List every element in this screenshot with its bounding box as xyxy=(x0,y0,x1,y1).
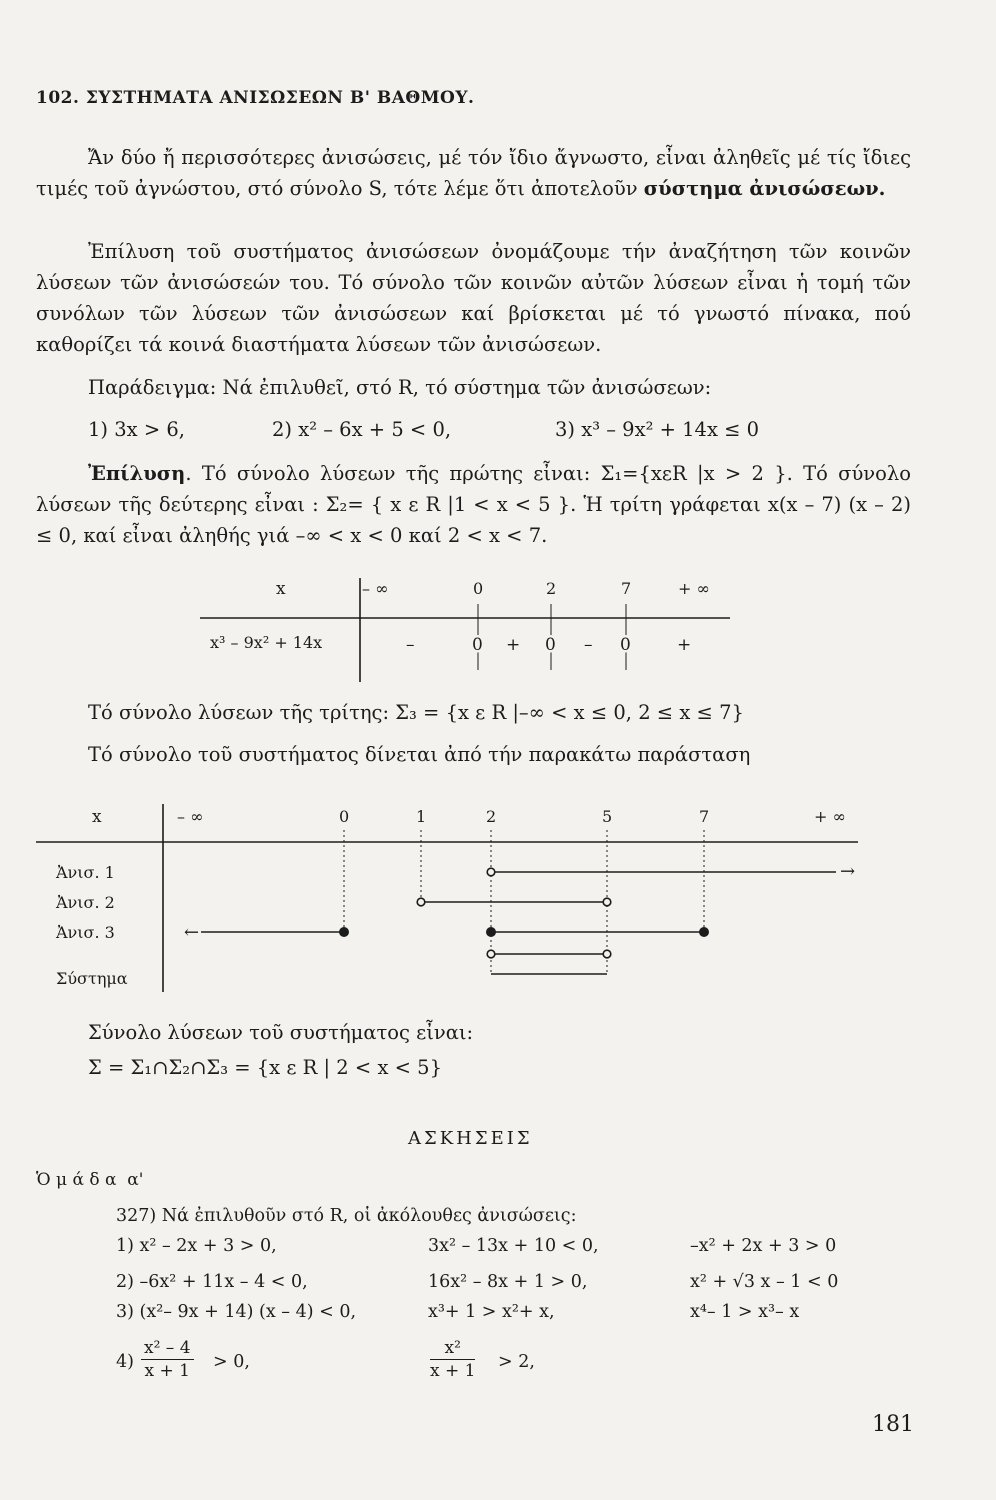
fraction-1 xyxy=(141,1338,194,1381)
inequality-2: 2) x² – 6x + 5 < 0, xyxy=(272,418,452,441)
exercise-item: x³+ 1 > x²+ x, xyxy=(428,1302,555,1322)
sign-table-x-label: x xyxy=(276,579,286,599)
solution-paragraph xyxy=(36,458,911,551)
fraction-2-rest: > 2, xyxy=(498,1352,535,1372)
result-label: Σύνολο λύσεων τοῦ συστήματος εἶναι: xyxy=(88,1021,474,1044)
section-title: 102. ΣΥΣΤΗΜΑΤΑ ΑΝΙΣΩΣΕΩΝ Β' ΒΑΘΜΟΥ. xyxy=(36,88,475,108)
fraction-2-numerator: x² xyxy=(430,1338,475,1360)
system-point: 0 xyxy=(339,807,350,826)
intro-paragraph-2 xyxy=(36,236,911,360)
sign-value: 0 xyxy=(620,635,631,655)
sign-value: + xyxy=(677,635,692,655)
inequality-1: 1) 3x > 6, xyxy=(88,418,185,441)
sign-point: 2 xyxy=(546,579,557,598)
open-dot xyxy=(417,898,425,906)
arrow-left-icon: ← xyxy=(184,922,200,943)
system-point: + ∞ xyxy=(814,807,846,826)
intro-paragraph-1 xyxy=(36,142,911,204)
open-dot xyxy=(487,950,495,958)
system-x-label: x xyxy=(92,807,102,827)
closed-dot xyxy=(486,927,496,937)
exercises-heading: ΑΣΚΗΣΕΙΣ xyxy=(408,1128,533,1149)
sign-point: 0 xyxy=(473,579,484,598)
fraction-1-denominator: x + 1 xyxy=(144,1361,190,1381)
sign-table xyxy=(190,570,750,690)
exercise-item: 1) x² – 2x + 3 > 0, xyxy=(116,1236,277,1256)
system-point: 2 xyxy=(486,807,497,826)
sign-point: – ∞ xyxy=(362,579,389,598)
exercise-item: –x² + 2x + 3 > 0 xyxy=(690,1236,837,1256)
system-point: 1 xyxy=(416,807,427,826)
arrow-right-icon: → xyxy=(840,861,856,882)
exercise-item-4-label: 4) xyxy=(116,1352,134,1372)
fraction-2-denominator: x + 1 xyxy=(430,1361,476,1381)
closed-dot xyxy=(699,927,709,937)
sign-point: 7 xyxy=(621,579,632,598)
exercise-item: 2) –6x² + 11x – 4 < 0, xyxy=(116,1272,308,1292)
open-dot xyxy=(487,868,495,876)
system-point: – ∞ xyxy=(177,807,204,826)
row-label-system: Σύστημα xyxy=(56,969,128,988)
sign-table-poly-label: x³ – 9x² + 14x xyxy=(210,633,323,652)
solution-label: Ἐπίλυση xyxy=(88,462,186,485)
fraction-2 xyxy=(430,1338,475,1381)
inequality-3: 3) x³ – 9x² + 14x ≤ 0 xyxy=(555,418,760,441)
closed-dot xyxy=(339,927,349,937)
exercise-item: 16x² – 8x + 1 > 0, xyxy=(428,1272,588,1292)
intro-text-2: Ἐπίλυση τοῦ συστήματος ἀνισώσεων ὀνομάζουμε τήν ἀναζήτηση τῶν κοινῶν λύσεων τῶν ἀνισώσεών του. Τό σύνολο τῶν κοινῶν αὐτῶν λύσεων εἶναι ἡ τομή τῶν συνόλων τῶν λύσεων τῶν ἀνισώσεων καί βρίσκεται μέ τό γνωστό πίνακα, πού καθορίζει τά κοινά διαστήματα λύσεων τῶν ἀνισώσεων. xyxy=(36,240,911,356)
sign-value: – xyxy=(406,635,415,655)
exercise-group-label: Ὁ μ ά δ α α' xyxy=(36,1170,144,1190)
exercise-item: 3x² – 13x + 10 < 0, xyxy=(428,1236,599,1256)
page-number: 181 xyxy=(872,1412,914,1437)
exercise-item: x² + √3 x – 1 < 0 xyxy=(690,1272,839,1292)
sign-value: + xyxy=(506,635,521,655)
sign-value: 0 xyxy=(545,635,556,655)
open-dot xyxy=(603,898,611,906)
system-intro: Τό σύνολο τοῦ συστήματος δίνεται ἀπό τήν παρακάτω παράσταση xyxy=(88,743,751,766)
exercise-item: x⁴– 1 > x³– x xyxy=(690,1302,800,1322)
intro-text: Ἄν δύο ἤ περισσότερες ἀνισώσεις, μέ τόν ἴδιο ἄγνωστο, εἶναι ἀληθεῖς μέ τίς ἴδιες τιμές τοῦ ἀγνώστου, στό σύνολο S, τότε λέμε ὅτι ἀποτελοῦν xyxy=(36,146,911,200)
row-label-ineq3: Ἀνισ. 3 xyxy=(56,923,115,942)
system-table xyxy=(36,798,876,1002)
solution-text: . Τό σύνολο λύσεων τῆς πρώτης εἶναι: Σ₁={xεR |x > 2 }. Τό σύνολο λύσεων τῆς δεύτερης εἶναι : Σ₂= { x ε R |1 < x < 5 }. Ἡ τρίτη γράφεται x(x – 7) (x – 2) ≤ 0, καί εἶναι ἀληθής γιά –∞ < x < 0 καί 2 < x < 7. xyxy=(36,462,911,547)
result-formula: Σ = Σ₁∩Σ₂∩Σ₃ = {x ε R | 2 < x < 5} xyxy=(88,1056,442,1079)
open-dot xyxy=(603,950,611,958)
system-point: 7 xyxy=(699,807,710,826)
system-term: σύστημα ἀνισώσεων. xyxy=(643,177,886,200)
sign-value: 0 xyxy=(472,635,483,655)
fraction-1-rest: > 0, xyxy=(213,1352,250,1372)
exercise-item: 3) (x²– 9x + 14) (x – 4) < 0, xyxy=(116,1302,357,1322)
exercise-intro: 327) Νά ἐπιλυθοῦν στό R, οἱ ἀκόλουθες ἀνισώσεις: xyxy=(116,1206,577,1226)
row-label-ineq1: Ἀνισ. 1 xyxy=(56,863,115,882)
row-label-ineq2: Ἀνισ. 2 xyxy=(56,893,115,912)
example-intro: Παράδειγμα: Νά ἐπιλυθεῖ, στό R, τό σύστημα τῶν ἀνισώσεων: xyxy=(88,376,712,399)
fraction-1-numerator: x² – 4 xyxy=(141,1338,194,1360)
set3-text: Τό σύνολο λύσεων τῆς τρίτης: Σ₃ = {x ε R |–∞ < x ≤ 0, 2 ≤ x ≤ 7} xyxy=(88,701,744,724)
system-point: 5 xyxy=(602,807,613,826)
sign-value: – xyxy=(584,635,593,655)
sign-point: + ∞ xyxy=(678,579,710,598)
